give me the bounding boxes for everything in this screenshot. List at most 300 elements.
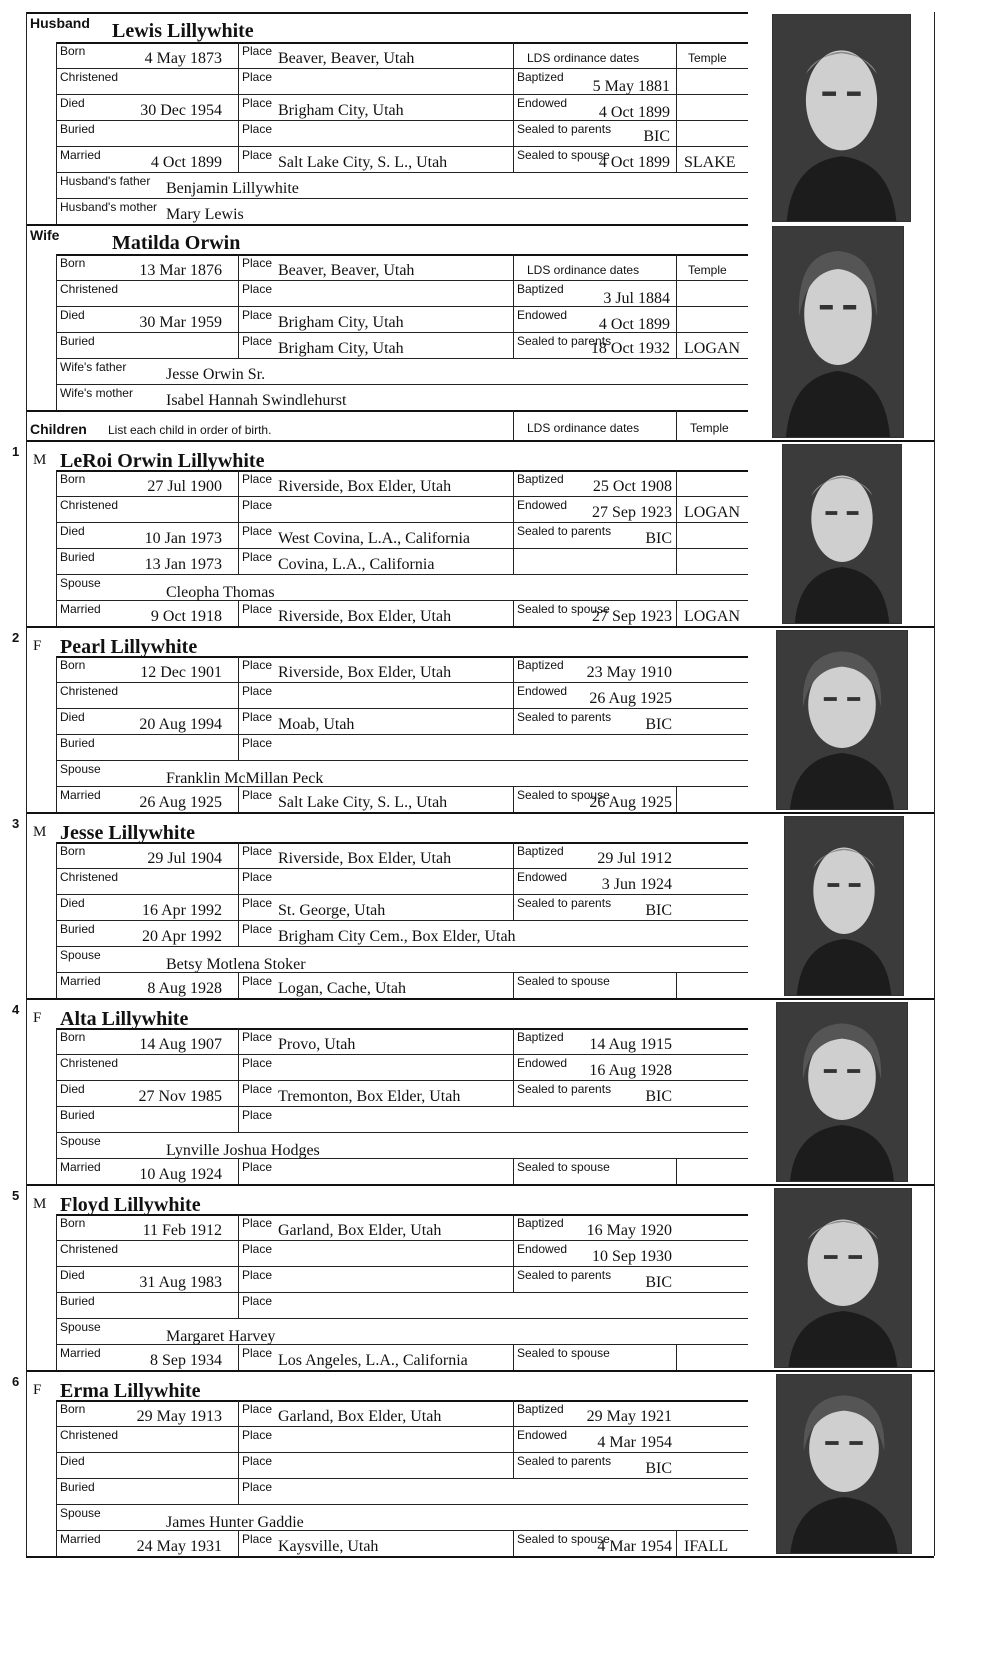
child-5-married-place-label: Place (242, 1346, 273, 1360)
child-2-married: 26 Aug 1925 (139, 794, 222, 811)
child-2-buried-place-label: Place (242, 736, 273, 750)
child-6-christened-place-label: Place (242, 1428, 273, 1442)
rule-line (56, 172, 748, 173)
child-6-endowed: 4 Mar 1954 (597, 1434, 672, 1451)
rule-line (676, 470, 677, 574)
rule-line (56, 522, 748, 523)
rule-line (56, 384, 748, 385)
child-3-name: Jesse Lillywhite (60, 822, 195, 844)
child-3-endowed: 3 Jun 1924 (601, 876, 672, 893)
rule-line (513, 1158, 514, 1184)
child-3-born-place-label: Place (242, 844, 273, 858)
rule-line (513, 600, 514, 626)
wife-died-date: 30 Mar 1959 (139, 314, 222, 331)
child-6-photo (776, 1374, 912, 1554)
husband-married-place-label: Place (242, 148, 273, 162)
husband-name: Lewis Lillywhite (112, 20, 254, 42)
child-2-christened-label: Christened (60, 684, 119, 698)
child-4-died: 27 Nov 1985 (138, 1088, 222, 1105)
rule-line (56, 548, 748, 549)
rule-line (238, 972, 239, 998)
rule-line (56, 1452, 748, 1453)
child-1-buried-place-label: Place (242, 550, 273, 564)
child-4-born: 14 Aug 1907 (139, 1036, 222, 1053)
husband-married-date: 4 Oct 1899 (150, 154, 222, 171)
rule-line (56, 1266, 748, 1267)
rule-line (513, 972, 514, 998)
child-2-baptized-label: Baptized (517, 658, 564, 672)
wife-born-place: Beaver, Beaver, Utah (278, 262, 415, 279)
child-4-endowed: 16 Aug 1928 (589, 1062, 672, 1079)
child-6-endowed-label: Endowed (517, 1428, 568, 1442)
wife-lds-label: LDS ordinance dates (527, 263, 640, 277)
rule-line (56, 972, 748, 973)
child-5-endowed: 10 Sep 1930 (592, 1248, 672, 1265)
child-2-born-place: Riverside, Box Elder, Utah (278, 664, 452, 681)
child-3-spouse: Betsy Motlena Stoker (166, 956, 306, 973)
wife-father-label: Wife's father (60, 360, 127, 374)
child-1-sealed-spouse: 27 Sep 1923 (592, 608, 672, 625)
wife-section-label: Wife (30, 227, 60, 243)
wife-mother-label: Wife's mother (60, 386, 133, 400)
child-3-born: 29 Jul 1904 (147, 850, 222, 867)
child-4-spouse-label: Spouse (60, 1134, 101, 1148)
rule-line (26, 440, 934, 442)
child-1-buried: 13 Jan 1973 (144, 556, 222, 573)
child-4-sealed-parents: BIC (645, 1088, 672, 1105)
rule-line (56, 682, 748, 683)
child-4-buried-label: Buried (60, 1108, 95, 1122)
wife-endowed-date: 4 Oct 1899 (598, 316, 670, 333)
child-1-sealed-spouse-label: Sealed to spouse (517, 602, 610, 616)
rule-line (56, 842, 748, 844)
child-4-christened-place-label: Place (242, 1056, 273, 1070)
child-4-born-place: Provo, Utah (278, 1036, 356, 1053)
wife-christened-label: Christened (60, 282, 119, 296)
husband-sealed-spouse-date: 4 Oct 1899 (598, 154, 670, 171)
rule-line (513, 1400, 514, 1478)
child-2-married-label: Married (60, 788, 101, 802)
child-2-number: 2 (12, 630, 20, 645)
husband-born-place: Beaver, Beaver, Utah (278, 50, 415, 67)
child-3-endowed-label: Endowed (517, 870, 568, 884)
rule-line (56, 760, 748, 761)
child-3-sex: M (33, 824, 47, 840)
child-3-buried-label: Buried (60, 922, 95, 936)
children-title: Children (30, 421, 87, 437)
child-3-buried-place-label: Place (242, 922, 273, 936)
rule-line (238, 1344, 239, 1370)
child-3-sealed-parents-label: Sealed to parents (517, 896, 612, 910)
child-1-endowed-temple: LOGAN (684, 504, 740, 521)
child-1-sealed-parents-label: Sealed to parents (517, 524, 612, 538)
child-1-number: 1 (12, 444, 20, 459)
child-3-christened-label: Christened (60, 870, 119, 884)
child-4-name: Alta Lillywhite (60, 1008, 189, 1030)
rule-line (56, 1158, 748, 1159)
child-1-sealed-parents: BIC (645, 530, 672, 547)
husband-photo (772, 14, 911, 222)
husband-died-date: 30 Dec 1954 (140, 102, 222, 119)
rule-line (26, 1184, 934, 1186)
child-6-baptized-label: Baptized (517, 1402, 564, 1416)
rule-line (56, 42, 748, 44)
husband-buried-place-label: Place (242, 122, 273, 136)
child-1-sealed-spouse-temple: LOGAN (684, 608, 740, 625)
child-4-sex: F (33, 1010, 42, 1026)
rule-line (56, 1504, 748, 1505)
child-2-died-place: Moab, Utah (278, 716, 355, 733)
child-1-photo (782, 444, 902, 624)
child-1-buried-label: Buried (60, 550, 95, 564)
rule-line (934, 12, 935, 1556)
rule-line (56, 894, 748, 895)
child-5-born-label: Born (60, 1216, 86, 1230)
child-4-spouse: Lynville Joshua Hodges (166, 1142, 320, 1159)
child-3-buried: 20 Apr 1992 (142, 928, 222, 945)
child-3-christened-place-label: Place (242, 870, 273, 884)
child-5-baptized: 16 May 1920 (586, 1222, 672, 1239)
child-3-born-place: Riverside, Box Elder, Utah (278, 850, 452, 867)
child-1-died: 10 Jan 1973 (144, 530, 222, 547)
child-6-buried-label: Buried (60, 1480, 95, 1494)
rule-line (513, 1028, 514, 1106)
husband-married-place: Salt Lake City, S. L., Utah (278, 154, 448, 171)
child-6-baptized: 29 May 1921 (586, 1408, 672, 1425)
husband-endowed-date: 4 Oct 1899 (598, 104, 670, 121)
rule-line (56, 734, 748, 735)
husband-lds-label: LDS ordinance dates (527, 51, 640, 65)
rule-line (56, 280, 748, 281)
husband-sealed-parents-date: BIC (643, 128, 670, 145)
husband-sealed_parents-label: Sealed to parents (517, 122, 612, 136)
rule-line (676, 42, 677, 172)
child-1-died-place: West Covina, L.A., California (278, 530, 471, 547)
child-1-married-place: Riverside, Box Elder, Utah (278, 608, 452, 625)
child-5-buried-label: Buried (60, 1294, 95, 1308)
child-1-died-label: Died (60, 524, 85, 538)
husband-married-label: Married (60, 148, 101, 162)
child-4-baptized: 14 Aug 1915 (589, 1036, 672, 1053)
wife-photo (772, 226, 904, 438)
child-5-sealed-spouse-label: Sealed to spouse (517, 1346, 610, 1360)
child-5-born-place-label: Place (242, 1216, 273, 1230)
husband-temple-label: Temple (688, 51, 727, 65)
wife-sealed-parents-date: 18 Oct 1932 (590, 340, 670, 357)
child-1-born-label: Born (60, 472, 86, 486)
husband-endowed-label: Endowed (517, 96, 568, 110)
child-6-born-label: Born (60, 1402, 86, 1416)
rule-line (513, 470, 514, 574)
child-6-died-place-label: Place (242, 1454, 273, 1468)
rule-line (513, 410, 514, 440)
child-6-buried-place-label: Place (242, 1480, 273, 1494)
child-4-christened-label: Christened (60, 1056, 119, 1070)
rule-line (56, 146, 748, 147)
husband-baptized-date: 5 May 1881 (592, 78, 670, 95)
husband-baptized-label: Baptized (517, 70, 564, 84)
husband-christened-place-label: Place (242, 70, 273, 84)
child-3-died: 16 Apr 1992 (142, 902, 222, 919)
children-temple-label: Temple (690, 421, 729, 435)
rule-line (238, 1158, 239, 1184)
child-6-christened-label: Christened (60, 1428, 119, 1442)
child-5-married-place: Los Angeles, L.A., California (278, 1352, 468, 1369)
child-2-died-label: Died (60, 710, 85, 724)
rule-line (26, 1370, 934, 1372)
child-5-married-label: Married (60, 1346, 101, 1360)
rule-line (56, 1400, 748, 1402)
child-3-sealed-spouse-label: Sealed to spouse (517, 974, 610, 988)
rule-line (676, 1344, 677, 1370)
rule-line (676, 786, 677, 812)
child-6-sex: F (33, 1382, 42, 1398)
child-6-sealed-spouse-temple: IFALL (684, 1538, 729, 1555)
child-5-christened-place-label: Place (242, 1242, 273, 1256)
child-6-born-place: Garland, Box Elder, Utah (278, 1408, 442, 1425)
wife-buried-place: Brigham City, Utah (278, 340, 404, 357)
husband-born-date: 4 May 1873 (144, 50, 222, 67)
rule-line (56, 470, 748, 472)
child-3-died-place: St. George, Utah (278, 902, 386, 919)
rule-line (56, 868, 748, 869)
children-instruction: List each child in order of birth. (108, 423, 272, 437)
child-2-died-place-label: Place (242, 710, 273, 724)
rule-line (513, 42, 514, 172)
child-4-sealed-parents-label: Sealed to parents (517, 1082, 612, 1096)
rule-line (56, 1106, 748, 1107)
rule-line (56, 358, 748, 359)
child-6-married-place-label: Place (242, 1532, 273, 1546)
rule-line (26, 812, 934, 814)
child-1-born-place-label: Place (242, 472, 273, 486)
child-1-buried-place: Covina, L.A., California (278, 556, 435, 573)
rule-line (56, 708, 748, 709)
child-6-sealed-parents-label: Sealed to parents (517, 1454, 612, 1468)
child-2-name: Pearl Lillywhite (60, 636, 198, 658)
child-3-sealed-parents: BIC (645, 902, 672, 919)
rule-line (26, 12, 748, 14)
rule-line (56, 656, 748, 658)
child-5-sealed-parents-label: Sealed to parents (517, 1268, 612, 1282)
rule-line (56, 1426, 748, 1427)
rule-line (676, 1530, 677, 1556)
child-5-sealed-parents: BIC (645, 1274, 672, 1291)
rule-line (56, 1318, 748, 1319)
child-5-name: Floyd Lillywhite (60, 1194, 201, 1216)
child-4-sealed-spouse-label: Sealed to spouse (517, 1160, 610, 1174)
rule-line (513, 1344, 514, 1370)
husband-mother: Mary Lewis (166, 206, 244, 223)
child-3-number: 3 (12, 816, 20, 831)
child-6-married-place: Kaysville, Utah (278, 1538, 379, 1555)
husband-died-place-label: Place (242, 96, 273, 110)
rule-line (238, 1530, 239, 1556)
wife-buried-label: Buried (60, 334, 95, 348)
child-2-sealed-spouse: 26 Aug 1925 (589, 794, 672, 811)
wife-born-label: Born (60, 256, 86, 270)
child-4-married: 10 Aug 1924 (139, 1166, 222, 1183)
rule-line (56, 1240, 748, 1241)
child-4-number: 4 (12, 1002, 20, 1017)
husband-buried-label: Buried (60, 122, 95, 136)
husband-christened-label: Christened (60, 70, 119, 84)
husband-born-place-label: Place (242, 44, 273, 58)
rule-line (676, 1158, 677, 1184)
wife-mother: Isabel Hannah Swindlehurst (166, 392, 347, 409)
rule-line (56, 1214, 748, 1216)
child-6-born: 29 May 1913 (136, 1408, 222, 1425)
husband-sealed_spouse-label: Sealed to spouse (517, 148, 610, 162)
rule-line (26, 410, 748, 412)
child-4-born-place-label: Place (242, 1030, 273, 1044)
rule-line (56, 254, 748, 256)
rule-line (513, 786, 514, 812)
child-5-christened-label: Christened (60, 1242, 119, 1256)
rule-line (56, 1132, 748, 1133)
child-4-died-place: Tremonton, Box Elder, Utah (278, 1088, 461, 1105)
child-5-endowed-label: Endowed (517, 1242, 568, 1256)
wife-christened-place-label: Place (242, 282, 273, 296)
child-2-married-place-label: Place (242, 788, 273, 802)
child-5-died-label: Died (60, 1268, 85, 1282)
husband-born-label: Born (60, 44, 86, 58)
rule-line (676, 972, 677, 998)
wife-name: Matilda Orwin (112, 232, 241, 254)
child-3-died-place-label: Place (242, 896, 273, 910)
child-5-sex: M (33, 1196, 47, 1212)
child-3-born-label: Born (60, 844, 86, 858)
wife-father: Jesse Orwin Sr. (166, 366, 266, 383)
rule-line (56, 1054, 748, 1055)
child-1-born-place: Riverside, Box Elder, Utah (278, 478, 452, 495)
rule-line (56, 1028, 748, 1030)
child-6-married-label: Married (60, 1532, 101, 1546)
child-6-born-place-label: Place (242, 1402, 273, 1416)
child-5-born: 11 Feb 1912 (142, 1222, 222, 1239)
child-3-spouse-label: Spouse (60, 948, 101, 962)
child-1-baptized-label: Baptized (517, 472, 564, 486)
child-1-died-place-label: Place (242, 524, 273, 538)
wife-died-place-label: Place (242, 308, 273, 322)
child-2-spouse-label: Spouse (60, 762, 101, 776)
husband-father-label: Husband's father (60, 174, 151, 188)
child-6-spouse-label: Spouse (60, 1506, 101, 1520)
child-1-christened-place-label: Place (242, 498, 273, 512)
rule-line (56, 496, 748, 497)
husband-section-label: Husband (30, 15, 90, 31)
child-1-married-place-label: Place (242, 602, 273, 616)
wife-baptized-date: 3 Jul 1884 (603, 290, 670, 307)
child-2-born: 12 Dec 1901 (140, 664, 222, 681)
child-6-number: 6 (12, 1374, 20, 1389)
rule-line (26, 998, 934, 1000)
child-1-endowed-label: Endowed (517, 498, 568, 512)
rule-line (26, 224, 748, 226)
child-5-died-place-label: Place (242, 1268, 273, 1282)
rule-line (513, 1530, 514, 1556)
rule-line (26, 1556, 934, 1558)
rule-line (26, 12, 27, 1556)
wife-sealed-parents-temple: LOGAN (684, 340, 740, 357)
child-4-photo (776, 1002, 908, 1182)
child-1-christened-label: Christened (60, 498, 119, 512)
child-2-sex: F (33, 638, 42, 654)
rule-line (56, 42, 57, 224)
child-5-photo (774, 1188, 912, 1368)
child-1-born: 27 Jul 1900 (147, 478, 222, 495)
child-6-sealed-spouse: 4 Mar 1954 (597, 1538, 672, 1555)
rule-line (56, 786, 748, 787)
wife-born-place-label: Place (242, 256, 273, 270)
child-6-spouse: James Hunter Gaddie (166, 1514, 304, 1531)
wife-temple-label: Temple (688, 263, 727, 277)
child-6-sealed-parents: BIC (645, 1460, 672, 1477)
rule-line (513, 842, 514, 920)
child-2-buried-label: Buried (60, 736, 95, 750)
wife-born-date: 13 Mar 1876 (139, 262, 222, 279)
child-3-died-label: Died (60, 896, 85, 910)
child-4-died-label: Died (60, 1082, 85, 1096)
wife-died-place: Brigham City, Utah (278, 314, 404, 331)
rule-line (238, 42, 239, 172)
child-2-born-label: Born (60, 658, 86, 672)
rule-line (56, 1478, 748, 1479)
wife-buried-place-label: Place (242, 334, 273, 348)
child-2-endowed-label: Endowed (517, 684, 568, 698)
child-2-baptized: 23 May 1910 (586, 664, 672, 681)
child-3-buried-place: Brigham City Cem., Box Elder, Utah (278, 928, 516, 945)
child-1-spouse-label: Spouse (60, 576, 101, 590)
child-6-died-label: Died (60, 1454, 85, 1468)
child-2-endowed: 26 Aug 1925 (589, 690, 672, 707)
child-6-married: 24 May 1931 (136, 1538, 222, 1555)
child-4-born-label: Born (60, 1030, 86, 1044)
wife-sealed_parents-label: Sealed to parents (517, 334, 612, 348)
child-2-sealed-parents-label: Sealed to parents (517, 710, 612, 724)
husband-mother-label: Husband's mother (60, 200, 158, 214)
rule-line (238, 600, 239, 626)
child-6-name: Erma Lillywhite (60, 1380, 201, 1402)
child-5-born-place: Garland, Box Elder, Utah (278, 1222, 442, 1239)
child-5-spouse-label: Spouse (60, 1320, 101, 1334)
wife-endowed-label: Endowed (517, 308, 568, 322)
husband-died-label: Died (60, 96, 85, 110)
child-4-married-label: Married (60, 1160, 101, 1174)
rule-line (56, 920, 748, 921)
child-4-endowed-label: Endowed (517, 1056, 568, 1070)
child-1-married-label: Married (60, 602, 101, 616)
rule-line (676, 410, 677, 440)
child-1-endowed: 27 Sep 1923 (592, 504, 672, 521)
child-3-married-place-label: Place (242, 974, 273, 988)
children-lds-label: LDS ordinance dates (527, 421, 640, 435)
rule-line (56, 600, 748, 601)
rule-line (676, 600, 677, 626)
child-3-married: 8 Aug 1928 (147, 980, 222, 997)
child-4-buried-place-label: Place (242, 1108, 273, 1122)
child-2-christened-place-label: Place (242, 684, 273, 698)
husband-sealed-spouse-temple: SLAKE (684, 154, 736, 171)
child-6-sealed-spouse-label: Sealed to spouse (517, 1532, 610, 1546)
rule-line (513, 656, 514, 734)
child-3-photo (784, 816, 904, 996)
wife-died-label: Died (60, 308, 85, 322)
child-2-born-place-label: Place (242, 658, 273, 672)
child-2-spouse: Franklin McMillan Peck (166, 770, 324, 787)
husband-died-place: Brigham City, Utah (278, 102, 404, 119)
rule-line (56, 1292, 748, 1293)
